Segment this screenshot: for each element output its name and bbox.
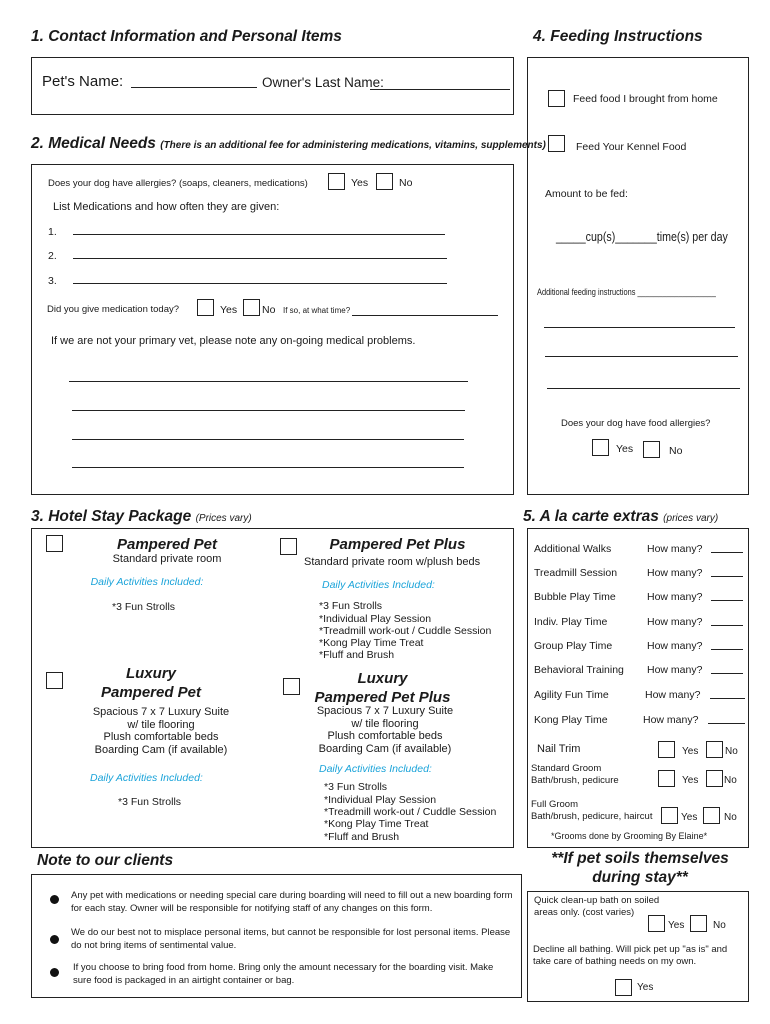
pampered-pet-activity-1: *3 Fun Strolls (112, 601, 176, 613)
medication-today-yes-checkbox[interactable] (197, 299, 214, 316)
allergies-no-checkbox[interactable] (376, 173, 393, 190)
luxury-pampered-pet-desc (56, 706, 266, 756)
pampered-pet-activities-label: Daily Activities Included: (90, 576, 204, 588)
extra-item-bubble-play: Bubble Play Time (534, 591, 616, 603)
hotel-prices-note: (Prices vary) (195, 513, 252, 524)
pampered-pet-plus-activity-1: *3 Fun Strolls (319, 600, 383, 612)
pampered-pet-title: Pampered Pet (116, 536, 218, 553)
luxury-pampered-pet-plus-title-2: Pampered Pet Plus (314, 689, 451, 706)
extra-agility-field[interactable] (710, 698, 745, 699)
quick-cleanup-yes-checkbox[interactable] (648, 915, 665, 932)
extra-indiv-play-field[interactable] (711, 625, 743, 626)
luxury-plus-activity-5: *Fluff and Brush (324, 831, 400, 843)
note-bullet-3 (50, 968, 59, 977)
nail-trim-yes-checkbox[interactable] (658, 741, 675, 758)
extra-item-kong-play: Kong Play Time (534, 714, 608, 726)
primary-vet-note: If we are not your primary vet, please note any on-going medical problems. (51, 335, 416, 347)
extra-kong-play-field[interactable] (708, 723, 745, 724)
note-2: We do our best not to misplace personal items, but cannot be responsible for lost personal items. Please do not bring items of sentimental value. (71, 927, 511, 951)
medical-title-text: 2. Medical Needs (31, 135, 156, 152)
medical-frame (31, 164, 514, 495)
quick-cleanup-no-checkbox[interactable] (690, 915, 707, 932)
allergies-question: Does your dog have allergies? (soaps, cleaners, medications) (48, 178, 308, 189)
extra-behavioral-training-field[interactable] (711, 673, 743, 674)
medication-1-field[interactable] (73, 234, 445, 235)
extra-item-group-play: Group Play Time (534, 640, 613, 652)
pets-name-field[interactable] (131, 87, 257, 88)
section-medical-title (31, 135, 546, 153)
extra-how-many-label: How many? (647, 591, 703, 603)
medical-problems-line-2[interactable] (72, 410, 465, 411)
standard-groom-detail: Bath/brush, pedicure (531, 775, 619, 786)
standard-groom-yes-label: Yes (682, 775, 699, 786)
medication-time-field[interactable] (352, 315, 498, 316)
pampered-pet-plus-desc: Standard private room w/plush beds (304, 556, 481, 568)
medication-today-no-label: No (262, 304, 276, 316)
decline-bathing-label: Decline all bathing. Will pick pet up "as is" and take care of bathing needs on my own. (533, 944, 728, 967)
luxury-pampered-pet-title-2: Pampered Pet (100, 684, 202, 701)
luxury-plus-desc-line-1: Spacious 7 x 7 Luxury Suite (316, 705, 454, 717)
extra-item-additional-walks: Additional Walks (534, 543, 612, 555)
pampered-pet-desc: Standard private room (112, 553, 222, 565)
standard-groom-label: Standard Groom (531, 763, 602, 774)
decline-bathing-yes-checkbox[interactable] (615, 979, 632, 996)
section-contact-title: 1. Contact Information and Personal Items (31, 28, 342, 45)
pampered-pet-plus-activity-3: *Treadmill work-out / Cuddle Session (319, 625, 492, 637)
pampered-pet-plus-activities-label: Daily Activities Included: (322, 579, 435, 591)
medication-2-field[interactable] (73, 258, 447, 259)
extra-bubble-play-field[interactable] (711, 600, 743, 601)
luxury-plus-activity-4: *Kong Play Time Treat (324, 818, 429, 830)
nail-trim-no-checkbox[interactable] (706, 741, 723, 758)
note-bullet-1 (50, 895, 59, 904)
medication-time-label: If so, at what time? (283, 306, 351, 315)
food-allergies-no-label: No (669, 445, 683, 457)
pampered-pet-plus-activity-5: *Fluff and Brush (319, 649, 395, 661)
amount-fed-label: Amount to be fed: (545, 188, 628, 200)
hotel-title-text: 3. Hotel Stay Package (31, 508, 192, 525)
pampered-pet-checkbox[interactable] (46, 535, 63, 552)
extra-group-play-field[interactable] (711, 649, 743, 650)
feeding-frame (527, 57, 749, 495)
extra-how-many-label: How many? (643, 714, 699, 726)
list-medications-label: List Medications and how often they are given: (53, 201, 280, 213)
medical-problems-line-1[interactable] (69, 381, 468, 382)
extras-prices-note: (prices vary) (663, 513, 719, 524)
food-allergies-question: Does your dog have food allergies? (561, 418, 711, 429)
luxury-pampered-pet-plus-desc (290, 705, 480, 755)
extra-additional-walks-field[interactable] (711, 552, 743, 553)
note-1: Any pet with medications or needing special care during boarding will need to fill out a new boarding form for each stay. Owner will be responsible for notifying staff of any changes on this form. (71, 890, 513, 914)
decline-bathing-yes-label: Yes (637, 982, 654, 993)
full-groom-detail: Bath/brush, pedicure, haircut (531, 811, 653, 822)
cups-per-day-field[interactable]: _____cup(s)_______time(s) per day (556, 229, 728, 244)
medication-today-no-checkbox[interactable] (243, 299, 260, 316)
feeding-instructions-line-3[interactable] (547, 388, 740, 389)
grooms-note: *Grooms done by Grooming By Elaine* (551, 831, 708, 841)
nail-trim-no-label: No (725, 746, 738, 757)
luxury-pampered-pet-plus-title-1: Luxury (357, 670, 408, 687)
pampered-pet-plus-checkbox[interactable] (280, 538, 297, 555)
standard-groom-no-label: No (724, 775, 737, 786)
owners-last-name-field[interactable] (370, 89, 510, 90)
full-groom-no-label: No (724, 812, 737, 823)
luxury-desc-line-4: Boarding Cam (if available) (94, 743, 228, 756)
medication-1-number: 1. (48, 226, 57, 238)
nail-trim-label: Nail Trim (537, 743, 581, 755)
luxury-desc-line-1: Spacious 7 x 7 Luxury Suite (92, 706, 230, 718)
soils-title-line-1: **If pet soils themselves (551, 850, 729, 867)
extra-treadmill-field[interactable] (711, 576, 743, 577)
luxury-desc-line-2: w/ tile flooring (127, 718, 195, 731)
luxury-plus-activity-1: *3 Fun Strolls (324, 781, 388, 793)
luxury-plus-activity-2: *Individual Play Session (324, 794, 437, 806)
pampered-pet-plus-activity-2: *Individual Play Session (319, 613, 432, 625)
pets-name-label: Pet's Name: (42, 73, 124, 90)
extra-how-many-label: How many? (647, 616, 703, 628)
feed-own-food-checkbox[interactable] (548, 90, 565, 107)
extras-title-text: 5. A la carte extras (523, 508, 659, 525)
luxury-plus-desc-line-2: w/ tile flooring (351, 717, 419, 730)
full-groom-yes-checkbox[interactable] (661, 807, 678, 824)
medication-today-question: Did you give medication today? (47, 304, 180, 315)
soils-title-line-2: during stay** (592, 869, 688, 886)
luxury-pampered-pet-title-1: Luxury (125, 665, 176, 682)
section-hotel-title (31, 508, 252, 526)
medical-problems-line-4[interactable] (72, 467, 464, 468)
note-3: If you choose to bring food from home. Bring only the amount necessary for the boarding visit. Make sure food is packaged in an airtight container or bag. (73, 962, 494, 986)
extra-item-treadmill: Treadmill Session (534, 567, 618, 579)
feed-kennel-food-label: Feed Your Kennel Food (576, 141, 687, 153)
luxury-plus-desc-line-3: Plush comfortable beds (327, 730, 443, 742)
full-groom-label: Full Groom (531, 799, 578, 810)
allergies-no-label: No (399, 177, 413, 189)
pampered-pet-plus-title: Pampered Pet Plus (329, 536, 466, 553)
extra-item-indiv-play: Indiv. Play Time (534, 616, 608, 628)
medical-problems-line-3[interactable] (72, 439, 464, 440)
medication-3-number: 3. (48, 275, 57, 287)
feeding-instructions-line-1[interactable] (544, 327, 735, 328)
owners-last-name-label: Owner's Last Name: (262, 75, 384, 90)
pampered-pet-plus-activity-4: *Kong Play Time Treat (319, 637, 424, 649)
section-feeding-title: 4. Feeding Instructions (533, 28, 703, 45)
extra-how-many-label: How many? (647, 567, 703, 579)
luxury-desc-line-3: Plush comfortable beds (103, 731, 219, 743)
standard-groom-yes-checkbox[interactable] (658, 770, 675, 787)
full-groom-yes-label: Yes (681, 812, 698, 823)
medical-fee-note: (There is an additional fee for administering medications, vitamins, supplements) (160, 140, 546, 151)
standard-groom-no-checkbox[interactable] (706, 770, 723, 787)
extra-how-many-label: How many? (645, 689, 701, 701)
nail-trim-yes-label: Yes (682, 746, 699, 757)
food-allergies-yes-checkbox[interactable] (592, 439, 609, 456)
extra-how-many-label: How many? (647, 664, 703, 676)
allergies-yes-label: Yes (351, 177, 369, 189)
extra-item-behavioral-training: Behavioral Training (534, 664, 624, 676)
allergies-yes-checkbox[interactable] (328, 173, 345, 190)
note-to-clients-title: Note to our clients (37, 852, 174, 869)
feed-kennel-food-checkbox[interactable] (548, 135, 565, 152)
medication-3-field[interactable] (73, 283, 447, 284)
additional-feeding-label: Additional feeding instructions ___________________ (537, 287, 716, 298)
extra-how-many-label: How many? (647, 543, 703, 555)
quick-cleanup-yes-label: Yes (668, 920, 685, 931)
luxury-plus-activity-3: *Treadmill work-out / Cuddle Session (324, 806, 497, 818)
medication-2-number: 2. (48, 250, 57, 262)
food-allergies-yes-label: Yes (616, 443, 634, 455)
extra-item-agility: Agility Fun Time (534, 689, 609, 701)
luxury-pampered-pet-plus-activities-label: Daily Activities Included: (319, 763, 432, 775)
extra-how-many-label: How many? (647, 640, 703, 652)
quick-cleanup-label: Quick clean-up bath on soiled areas only. (cost varies) (534, 895, 660, 918)
note-bullet-2 (50, 935, 59, 944)
section-extras-title (523, 508, 718, 526)
feed-own-food-label: Feed food I brought from home (573, 93, 718, 105)
luxury-pampered-pet-activity-1: *3 Fun Strolls (118, 796, 182, 808)
luxury-plus-desc-line-4: Boarding Cam (if available) (318, 742, 452, 755)
full-groom-no-checkbox[interactable] (703, 807, 720, 824)
luxury-pampered-pet-activities-label: Daily Activities Included: (90, 772, 203, 784)
medication-today-yes-label: Yes (220, 304, 238, 316)
feeding-instructions-line-2[interactable] (545, 356, 738, 357)
food-allergies-no-checkbox[interactable] (643, 441, 660, 458)
quick-cleanup-no-label: No (713, 920, 726, 931)
